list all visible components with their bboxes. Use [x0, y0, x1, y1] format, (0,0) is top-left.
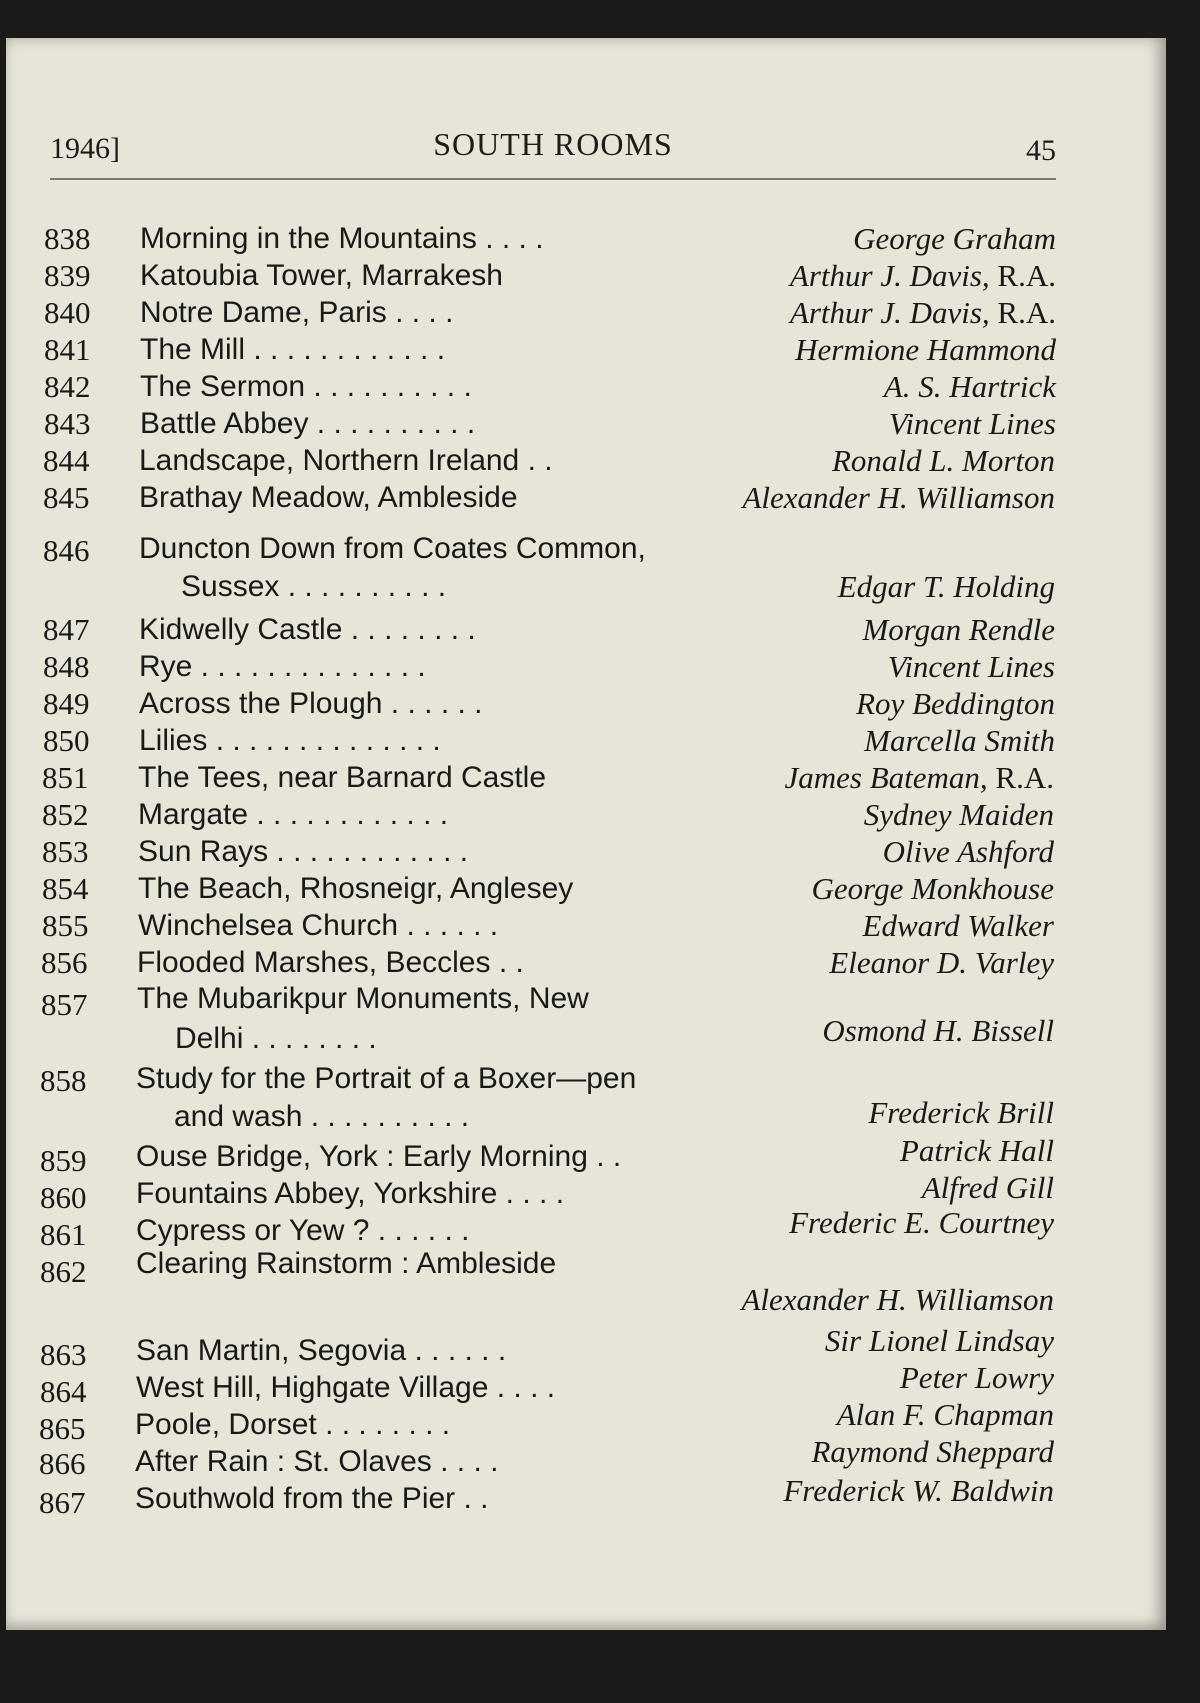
artist-honour: R.A.	[987, 760, 1054, 795]
entry-number: 843	[44, 406, 91, 441]
entry-artist: Alexander H. Williamson	[741, 1282, 1054, 1317]
artist-honour: R.A.	[989, 258, 1056, 293]
entry-title: Landscape, Northern Ireland . .	[139, 444, 553, 477]
entry-artist: Patrick Hall	[899, 1133, 1054, 1168]
entry-number: 866	[39, 1446, 86, 1481]
entry-title: The Beach, Rhosneigr, Anglesey	[138, 872, 574, 905]
entry-artist: Frederick Brill	[868, 1095, 1054, 1130]
entry-row	[40, 1062, 1054, 1138]
entry-title: The Mill . . . . . . . . . . . .	[140, 333, 446, 366]
entry-title: The Mubarikpur Monuments, New	[137, 982, 589, 1015]
entry-artist: Alan F. Chapman	[836, 1397, 1054, 1432]
entry-artist: Sir Lionel Lindsay	[824, 1323, 1054, 1358]
entry-number: 854	[42, 871, 89, 906]
entry-artist: Ronald L. Morton	[831, 443, 1055, 478]
entry-title: Kidwelly Castle . . . . . . . .	[139, 613, 476, 646]
entry-number: 858	[40, 1063, 87, 1098]
entry-artist: Arthur J. Davis, R.A.	[789, 258, 1056, 293]
entry-number: 841	[44, 332, 91, 367]
entry-row	[44, 257, 1056, 295]
entry-number: 842	[44, 369, 91, 404]
entry-row	[40, 1247, 1054, 1327]
entry-row	[43, 722, 1055, 760]
entry-artist: Alfred Gill	[921, 1170, 1054, 1205]
entry-number: 857	[41, 987, 88, 1022]
entry-number: 867	[39, 1485, 86, 1520]
entry-artist: Vincent Lines	[887, 649, 1055, 684]
entry-number: 844	[43, 443, 90, 478]
entry-artist: George Graham	[853, 221, 1056, 256]
entry-number: 865	[39, 1411, 86, 1446]
entry-title: Clearing Rainstorm : Ambleside	[136, 1247, 557, 1280]
entry-artist: Sydney Maiden	[863, 797, 1054, 832]
page-number: 45	[1026, 134, 1056, 167]
entry-artist: James Bateman, R.A.	[784, 760, 1054, 795]
entry-artist: Edgar T. Holding	[837, 569, 1055, 604]
entry-title: Katoubia Tower, Marrakesh	[140, 259, 503, 292]
entry-row	[41, 944, 1054, 982]
entry-number: 846	[43, 533, 90, 568]
section-title: SOUTH ROOMS	[433, 126, 673, 162]
entry-row	[44, 220, 1056, 258]
entry-artist: Osmond H. Bissell	[822, 1013, 1054, 1048]
entry-title: Poole, Dorset . . . . . . . .	[135, 1408, 451, 1441]
entry-artist: George Monkhouse	[811, 871, 1054, 906]
entry-title: Winchelsea Church . . . . . .	[138, 909, 499, 942]
entry-title: Notre Dame, Paris . . . .	[140, 296, 454, 329]
entry-row	[44, 294, 1056, 332]
entry-title-continued: Delhi . . . . . . . .	[175, 1022, 377, 1055]
entry-row	[42, 833, 1054, 871]
entry-number: 853	[42, 834, 89, 869]
entry-number: 864	[40, 1374, 87, 1409]
entry-row	[43, 685, 1055, 723]
entry-artist: Peter Lowry	[899, 1360, 1054, 1395]
entry-number: 838	[44, 221, 91, 256]
entry-title: The Tees, near Barnard Castle	[138, 761, 547, 794]
entry-title: Rye . . . . . . . . . . . . . .	[139, 650, 426, 683]
entry-number: 847	[43, 612, 90, 647]
entry-title: Southwold from the Pier . .	[135, 1482, 489, 1515]
entry-title: Cypress or Yew ? . . . . . .	[136, 1214, 470, 1247]
entry-row	[42, 870, 1054, 908]
entry-artist: Frederick W. Baldwin	[783, 1473, 1054, 1508]
entry-title: San Martin, Segovia . . . . . .	[136, 1334, 507, 1367]
entry-row	[44, 368, 1056, 406]
entry-number: 839	[44, 258, 91, 293]
catalogue-page	[6, 38, 1166, 1630]
entry-number: 862	[40, 1254, 87, 1289]
entry-row	[43, 479, 1055, 517]
entry-title: Battle Abbey . . . . . . . . . .	[140, 407, 476, 440]
entry-artist: Eleanor D. Varley	[829, 945, 1054, 980]
entry-artist: Hermione Hammond	[795, 332, 1056, 367]
entry-number: 856	[41, 945, 88, 980]
entry-title: Study for the Portrait of a Boxer—pen	[136, 1062, 637, 1095]
entry-number: 848	[43, 649, 90, 684]
entry-row	[43, 611, 1055, 649]
entry-artist: Arthur J. Davis, R.A.	[789, 295, 1056, 330]
entry-number: 852	[42, 797, 89, 832]
entry-row	[42, 759, 1054, 797]
entry-number: 849	[43, 686, 90, 721]
entry-artist: Frederic E. Courtney	[789, 1205, 1054, 1240]
entry-title: Brathay Meadow, Ambleside	[139, 481, 518, 514]
entry-title-continued: Sussex . . . . . . . . . .	[181, 570, 447, 603]
entry-number: 840	[44, 295, 91, 330]
entry-row	[44, 405, 1056, 443]
entry-list	[6, 38, 1166, 1630]
entry-number: 863	[40, 1337, 87, 1372]
entry-number: 845	[43, 480, 90, 515]
entry-number: 855	[42, 908, 89, 943]
entry-title: Duncton Down from Coates Common,	[139, 532, 646, 565]
entry-title: Margate . . . . . . . . . . . .	[138, 798, 449, 831]
entry-row	[44, 331, 1056, 369]
entry-row	[40, 1133, 1054, 1178]
entry-title: Flooded Marshes, Beccles . .	[137, 946, 524, 979]
entry-title-continued: and wash . . . . . . . . . .	[174, 1100, 470, 1133]
entry-artist: Olive Ashford	[882, 834, 1054, 869]
artist-honour: R.A.	[989, 295, 1056, 330]
entry-number: 851	[42, 760, 89, 795]
entry-artist: Raymond Sheppard	[811, 1434, 1054, 1469]
entry-number: 860	[40, 1180, 87, 1215]
entry-row	[42, 796, 1054, 834]
entry-artist: Edward Walker	[862, 908, 1054, 943]
entry-row	[39, 1473, 1054, 1520]
entry-title: Morning in the Mountains . . . .	[140, 222, 544, 255]
entry-artist: Alexander H. Williamson	[742, 480, 1055, 515]
entry-title: Sun Rays . . . . . . . . . . . .	[138, 835, 469, 868]
entry-title: Fountains Abbey, Yorkshire . . . .	[136, 1177, 565, 1210]
entry-title: The Sermon . . . . . . . . . .	[140, 370, 472, 403]
entry-artist: A. S. Hartrick	[883, 369, 1056, 404]
entry-title: Ouse Bridge, York : Early Morning . .	[136, 1140, 622, 1173]
entry-title: After Rain : St. Olaves . . . .	[135, 1445, 499, 1478]
year-label: 1946]	[50, 132, 120, 165]
entry-row	[41, 982, 1054, 1062]
entry-row	[43, 442, 1055, 480]
entry-artist: Morgan Rendle	[862, 612, 1055, 647]
entry-row	[42, 907, 1054, 945]
entry-artist: Marcella Smith	[864, 723, 1055, 758]
entry-title: Lilies . . . . . . . . . . . . . .	[139, 724, 441, 757]
entry-artist: Vincent Lines	[888, 406, 1056, 441]
entry-title: Across the Plough . . . . . .	[139, 687, 483, 720]
entry-title: West Hill, Highgate Village . . . .	[136, 1371, 556, 1404]
entry-number: 861	[40, 1217, 87, 1252]
entry-row	[43, 648, 1055, 686]
entry-artist: Roy Beddington	[856, 686, 1055, 721]
entry-number: 859	[40, 1143, 87, 1178]
entry-row	[43, 534, 1055, 610]
entry-number: 850	[43, 723, 90, 758]
